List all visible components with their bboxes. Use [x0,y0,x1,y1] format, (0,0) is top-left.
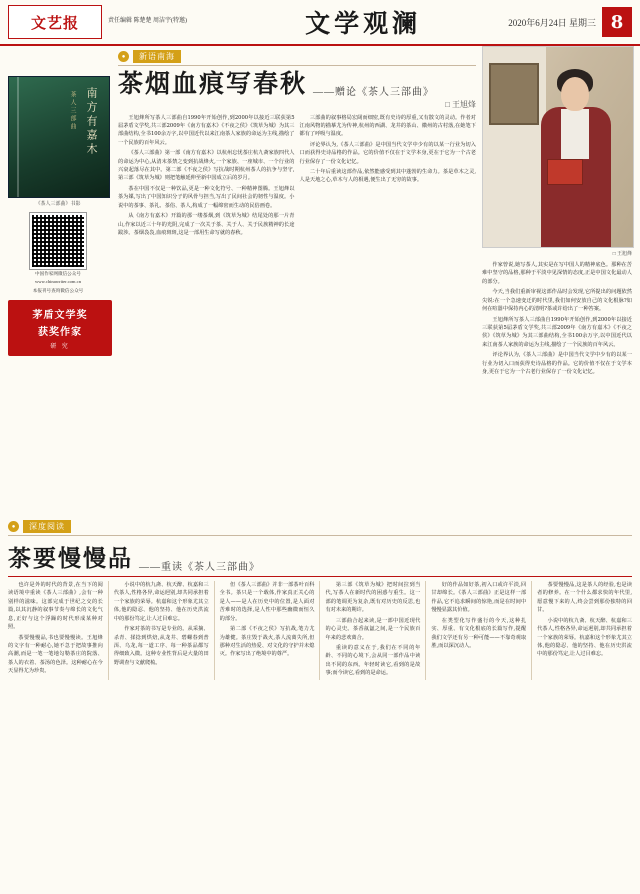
author-photo [482,46,634,248]
paragraph: 从《南方有嘉木》开篇的那一缕茶烟,到《筑草为城》结尾处的那一片青山,作家以近三十年的光阴,完成了一次关于茶、关于人、关于民族精神的长途跋涉。茶烟袅袅,血痕斑斑,这是一部用生命写就的春秋。 [118,213,295,236]
page-number: 8 [602,7,632,37]
article2-headline: 茶要慢慢品 [8,545,133,572]
photo-book-in-hand [547,159,583,185]
column-divider [214,581,215,680]
issue-date: 2020年6月24日 星期三 [508,17,596,28]
promo-line-3: 研 究 [50,344,70,351]
paragraph: 三部曲的叙事格局宏阔而细密,既有史诗的厚重,又有散文的灵动。作者对江南风物的描摹尤为传神,杭州的西湖、龙井的茶山、徽州的古村落,在她笔下都有了呼吸与温度。 [299,114,476,138]
masthead [0,0,640,46]
photo-caption: □ 王旭烽 [612,252,632,257]
paragraph: 茶在中国不仅是一种饮品,更是一种文化符号、一种精神图腾。王旭烽以茶为媒,写出了中国知识分子的风骨与担当,写出了民间社会的韧性与温度。小说中的茶事、茶礼、茶俗、茶人,构成了一幅绵密而生动的民俗画卷。 [118,185,295,209]
section-dot-icon-2: ● [8,521,19,532]
qr-caption-3: 本报刊号查询微信公众号 [32,287,84,293]
paragraph: 茶要慢慢品,书也要慢慢读。王旭烽的文字有一种耐心,她不急于把故事推向高潮,而是一笔一笔地勾勒茶庄的院落、茶人的衣着、茶汤的色泽。这种耐心在今天显得尤为珍贵。 [8,634,103,675]
section-tag-top [118,50,476,63]
paragraph: 评论界认为,《茶人三部曲》是中国当代文学中少有的以某一行业为切入口而获得史诗品格的作品。它的价值不仅在于文学本身,更在于它为一个古老行业保存了一份文化记忆。 [299,141,476,165]
article-byline: □ 王旭烽 [445,99,476,109]
book-cover-image [8,76,110,198]
column-divider [319,581,320,680]
paragraph: 第二部《不夜之侯》写抗战,笔力尤为雄健。茶庄毁于战火,茶人流离失所,但那种对生活的热爱、对文化的守护并未熄灭。作家写出了绝境中的尊严。 [219,626,315,658]
photo-person-head [561,77,589,111]
lower-article-area [0,520,640,680]
promo-line-1: 茅盾文学奖 [32,310,88,322]
paragraph: 《茶人三部曲》第一部《南方有嘉木》以杭州忘忧茶庄杭九斋家族四代人的命运为中心,从清末茶禁之变到抗战烽火,一个家族、一座城市、一个行业的兴衰起落尽在其中。第二部《不夜之侯》写抗战时期杭州茶人的抗争与坚守,第三部《筑草为城》则把笔触延伸至新中国成立后的岁月。 [118,150,295,182]
book-cover-subtitle: 茶人三部曲 [69,91,75,131]
right-rail [482,46,632,516]
paragraph: 小说中的杭九斋、杭天醉、杭嘉和三代茶人,性格各异,命运迥别,却共同承担着一个家族的荣辱。杭嘉和这个形象尤其立体,他的隐忍、他的坚持、他在历史洪流中的那份笃定,让人过目难忘。 [537,617,632,658]
column-divider [531,581,532,680]
paragraph: 三部曲合起来读,是一部中国近现代的心灵史。茶香氤氲之间,是一个民族百年来的悲欢离合。 [325,617,421,641]
qr-code-icon[interactable] [30,213,86,269]
upper-text-columns [118,114,476,240]
qr-caption-2: www.chinawriter.com.cn [34,279,81,285]
paragraph: 好的作品如好茶,初入口或许平淡,回甘却绵长。《茶人三部曲》正是这样一部作品,它不追求瞬间的惊艳,而是在时间中慢慢显露其价值。 [431,582,527,614]
paragraph: 也许是外的时代的背景,在当下的阅读语境中重读《茶人三部曲》,会有一种别样的滋味。这部完成于世纪之交的长篇,以其沉静的叙事节奏与绵长的文化气息,正好与这个浮躁的时代形成某种对照。 [8,582,103,631]
paragraph: 评论界认为,《茶人三部曲》是中国当代文学中少有的以某一行业为切入口而获得史诗品格的作品。它的价值不仅在于文学本身,更在于它为一个古老行业保存了一份文化记忆。 [482,352,632,376]
paragraph: 但《茶人三部曲》并非一部茶叶百科全书。茶只是一个载体,作家真正关心的是人——是人在历史中的位置,是人面对苦难时的选择,是人性中那些幽微而恒久的部分。 [219,582,315,622]
column-2 [114,581,209,680]
column-4 [325,581,420,680]
paragraph: 王旭烽所写茶人三部曲自1990年开始创作,到2000年以接近三联获第5届茅盾文学奖,共三部2009年《南方有嘉木》《不夜之侯》《筑草为城》为其三部曲结构,全书100余万字,以中国近代以来江南茶人家族的命运为主线,描绘了一个民族的百年风云。 [118,114,295,146]
article-subhead: ——赠论《茶人三部曲》 [313,86,435,98]
book-caption: 《茶人三部曲》书影 [35,202,81,207]
column-5 [431,581,526,680]
left-rail [8,46,112,516]
column-6 [537,581,632,680]
section-label-bottom: 深度阅读 [23,520,71,533]
column-divider [108,581,109,680]
photo-person-shirt [561,109,589,159]
photo-picture-frame [489,63,539,125]
article2-subhead: ——重读《茶人三部曲》 [139,562,260,573]
paragraph: 二十年后重读这部作品,依然能感受到其中蓬勃的生命力。茶是草木之灵,人是天地之心,草木与人的相遇,便生出了无穷的故事。 [299,169,476,184]
book-cover-title: 南方有嘉木 [85,87,98,157]
section-label-top: 新语南海 [133,50,181,63]
divider-red [8,576,632,577]
paragraph: 小说中的杭九斋、杭天醉、杭嘉和三代茶人,性格各异,命运迥别,却共同承担着一个家族的荣辱。杭嘉和这个形象尤其立体,他的隐忍、他的坚持、他在历史洪流中的那份笃定,让人过目难忘。 [113,582,209,622]
editor-credits: 责任编辑 陈楚楚 周洁宇(特邀) [108,18,187,25]
promo-line-2: 获奖作家 [38,327,82,339]
paragraph: 茶要慢慢品,这是茶人的经验,也是读者的修养。在一个什么都求快的年代里,愿意慢下来的人,终会尝到那份独特的回甘。 [537,582,632,614]
paragraph: 第三部《筑草为城》把时间拉到当代,写茶人在新时代的困惑与重生。这一部的笔调更为复杂,既有对历史的反思,也有对未来的期许。 [325,582,421,614]
book-spine [17,77,19,197]
paragraph: 重读的意义在于,我们在不同的年龄、不同的心境下,会从同一部作品中读出不同的东西。年轻时读它,看到的是故事;而今读它,看到的是命运。 [325,644,421,677]
qr-block [8,213,108,294]
article-headline: 茶烟血痕写春秋 [118,69,308,98]
section-tag-bottom [8,520,632,533]
paragraph: 作家对茶的书写是专业的。从采摘、杀青、揉捻到烘焙,从龙井、碧螺春到普洱、乌龙,每一道工序、每一种茶品都写得细致入微。这种专业性背后是大量的田野调查与文献爬梳。 [113,626,209,666]
column-2 [300,114,477,240]
divider-bottom [8,535,632,536]
right-column-text [482,261,632,376]
column-3 [220,581,315,680]
qr-caption-1: 中国作家网微信公众号 [35,271,81,276]
paragraph: 在类型化写作盛行的今天,这种扎实、厚重、有文化根底的长篇写作,提醒我们文学还有另一种可能——不靠奇观取胜,而以深沉动人。 [431,617,527,649]
paragraph: 作家曾说,她写茶人,其实是在写中国人的精神底色。那种在苦难中坚守的品格,那种于平淡中见深情的态度,正是中国文化最动人的部分。 [482,262,632,285]
lower-text-columns [8,581,632,680]
paragraph: 王旭烽所写茶人三部曲自1990年开始创作,到2000年以接近三联获第5届茅盾文学奖,共三部2009年《南方有嘉木》《不夜之侯》《筑草为城》为其三部曲结构,全书100余万字,以中国近代以来江南茶人家族的命运为主线,描绘了一个民族的百年风云。 [482,316,632,348]
upper-main-column [118,46,476,516]
section-dot-icon: ● [118,51,129,62]
upper-article-area [0,46,640,516]
column-1 [118,114,295,240]
divider-top [118,65,476,66]
paragraph: 今天,当我们重新审视这部作品时会发现,它所提出的问题依然尖锐:在一个急速变迁的时代里,我们如何安放自己的文化根脉?如何在喧嚣中保持内心的清明?茶或许给出了一种答案。 [482,289,632,313]
publication-logo: 文艺报 [8,5,102,39]
column-divider [425,581,426,680]
promo-banner[interactable] [8,300,112,356]
column-1 [8,581,103,680]
page-title: 文学观澜 [305,9,422,38]
